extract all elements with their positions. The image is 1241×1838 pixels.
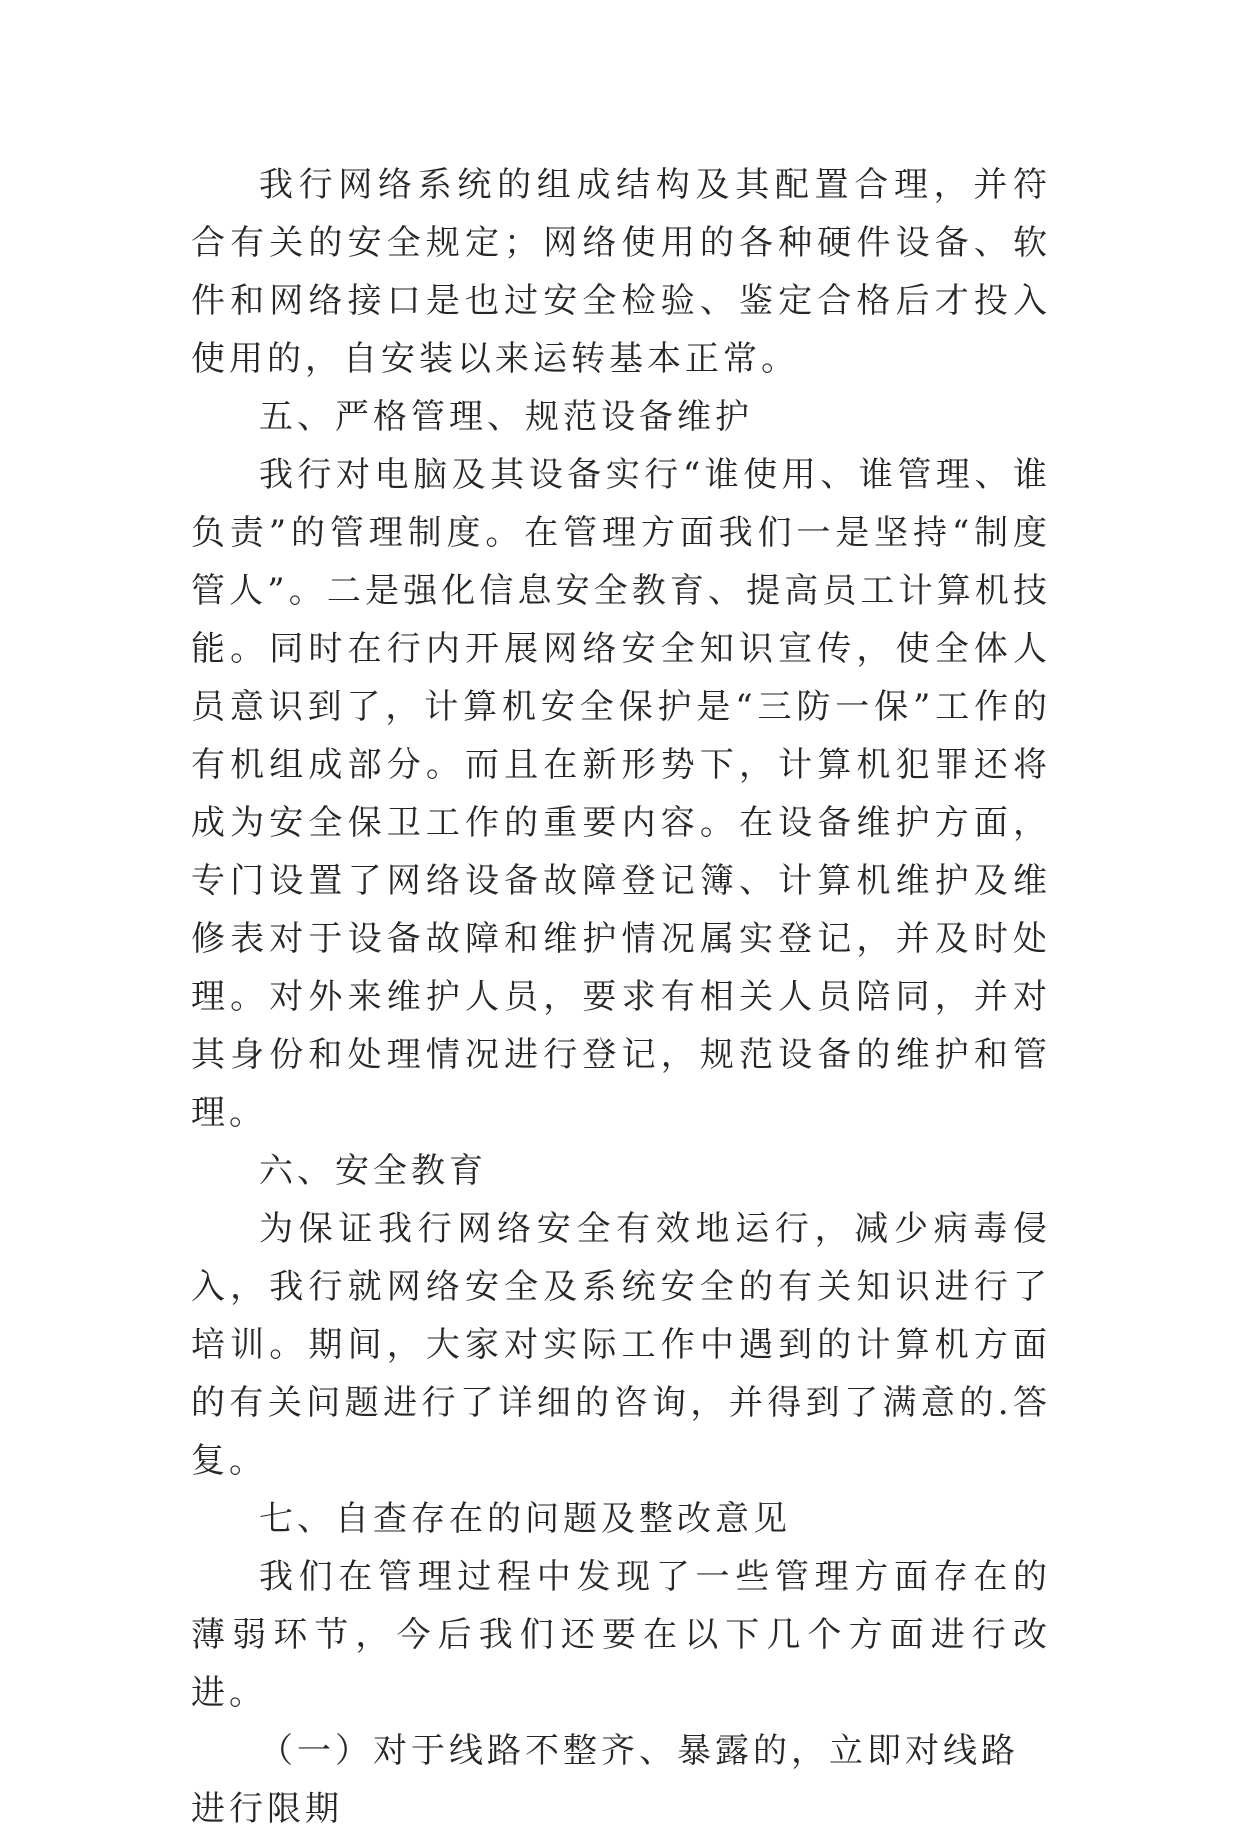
paragraph-improvements: 我们在管理过程中发现了一些管理方面存在的薄弱环节，今后我们还要在以下几个方面进行改进。: [191, 1557, 1051, 1713]
section-heading-5: 五、严格管理、规范设备维护: [259, 397, 753, 437]
paragraph-network-config: 我行网络系统的组成结构及其配置合理，并符合有关的安全规定；网络使用的各种硬件设备、软件和网络接口是也过安全检验、鉴定合格后才投入使用的，自安装以来运转基本正常。: [191, 165, 1051, 379]
paragraph-security-training: 为保证我行网络安全有效地运行，减少病毒侵入，我行就网络安全及系统安全的有关知识进行了培训。期间，大家对实际工作中遇到的计算机方面的有关问题进行了详细的咨询，并得到了满意的.答复。: [191, 1209, 1051, 1481]
section-heading-6: 六、安全教育: [259, 1151, 487, 1191]
section-heading-7: 七、自查存在的问题及整改意见: [259, 1499, 791, 1539]
document-body: [191, 156, 1051, 1838]
sub-item-1: （一）对于线路不整齐、暴露的，立即对线路进行限期: [191, 1731, 1019, 1829]
paragraph-device-management: 我行对电脑及其设备实行“谁使用、谁管理、谁负责”的管理制度。在管理方面我们一是坚持“制度管人”。二是强化信息安全教育、提高员工计算机技能。同时在行内开展网络安全知识宣传，使全体人员意识到了，计算机安全保护是“三防一保”工作的有机组成部分。而且在新形势下，计算机犯罪还将成为安全保卫工作的重要内容。在设备维护方面，专门设置了网络设备故障登记簿、计算机维护及维修表对于设备故障和维护情况属实登记，并及时处理。对外来维护人员，要求有相关人员陪同，并对其身份和处理情况进行登记，规范设备的维护和管理。: [191, 455, 1051, 1133]
